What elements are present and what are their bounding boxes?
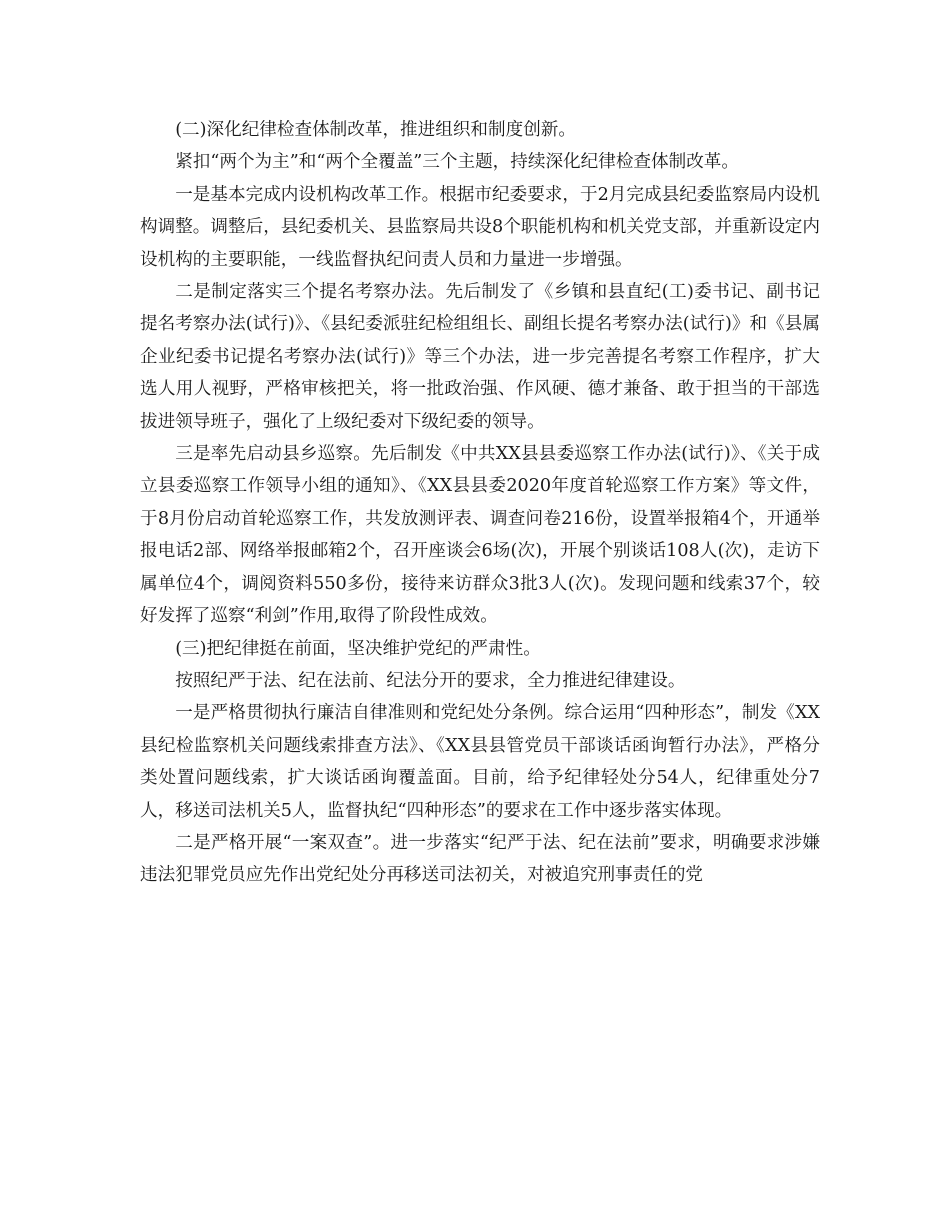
section-heading-3: (三)把纪律挺在前面，坚决维护党纪的严肃性。 (175, 638, 541, 659)
section-heading-2: (二)深化纪律检查体制改革，推进组织和制度创新。 (175, 120, 576, 140)
paragraph-item-4: 一是严格贯彻执行廉洁自律准则和党纪处分条例。综合运用“四种形态”，制发《XX县纪检监察机关问题线索排查方法》、《XX县县管党员干部谈话函询暂行办法》，严格分类处置问题线索，扩大谈话函询覆盖面。目前，给予纪律轻处分54人，纪律重处分7人，移送司法机关5人，监督执纪“四种形态”的要求在工作中逐步落实体现。 (140, 703, 820, 821)
paragraph-item-3: 三是率先启动县乡巡察。先后制发《中共XX县县委巡察工作办法(试行)》、《关于成立县委巡察工作领导小组的通知》、《XX县县委2020年度首轮巡察工作方案》等文件，于8月份启动首轮巡察工作，共发放测评表、调查问卷216份，设置举报箱4个，开通举报电话2部、网络举报邮箱2个，召开座谈会6场(次)，开展个别谈话108人(次)，走访下属单位4个，调阅资料550多份，接待来访群众3批3人(次)。发现问题和线索37个，较好发挥了巡察“利剑”作用,取得了阶段性成效。 (140, 444, 820, 627)
document-page (140, 114, 820, 892)
paragraph-item-1: 一是基本完成内设机构改革工作。根据市纪委要求，于2月完成县纪委监察局内设机构调整。调整后，县纪委机关、县监察局共设8个职能机构和机关党支部，并重新设定内设机构的主要职能，一线监督执纪问责人员和力量进一步增强。 (140, 184, 820, 270)
paragraph-item-5: 二是严格开展“一案双查”。进一步落实“纪严于法、纪在法前”要求，明确要求涉嫌违法犯罪党员应先作出党纪处分再移送司法初关，对被追究刑事责任的党 (140, 832, 820, 886)
paragraph-intro-2: 紧扣“两个为主”和“两个全覆盖”三个主题，持续深化纪律检查体制改革。 (175, 152, 739, 173)
paragraph-item-2: 二是制定落实三个提名考察办法。先后制发了《乡镇和县直纪(工)委书记、副书记提名考察办法(试行)》、《县纪委派驻纪检组组长、副组长提名考察办法(试行)》和《县属企业纪委书记提名考察办法(试行)》等三个办法，进一步完善提名考察工作程序，扩大选人用人视野，严格审核把关，将一批政治强、作风硬、德才兼备、敢于担当的干部选拔进领导班子，强化了上级纪委对下级纪委的领导。 (140, 282, 820, 432)
paragraph-intro-3: 按照纪严于法、纪在法前、纪法分开的要求，全力推进纪律建设。 (175, 670, 686, 691)
